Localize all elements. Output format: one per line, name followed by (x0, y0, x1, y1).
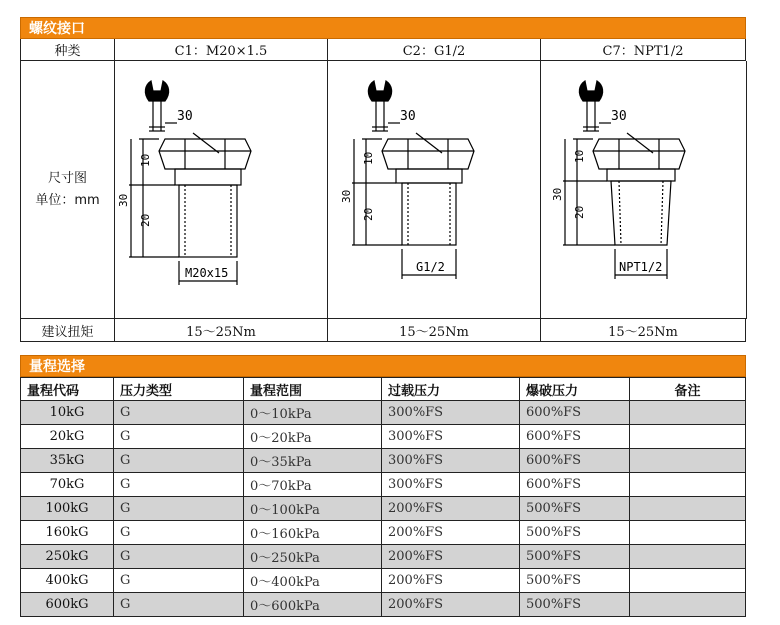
cell-range: 0～10kPa (244, 401, 382, 425)
dim-total-c7: 30 (551, 187, 564, 201)
thread-interface-table (20, 17, 746, 342)
cell-type: G (114, 569, 244, 593)
cell-overload: 300%FS (382, 401, 520, 425)
wrench-icon (579, 81, 602, 101)
table-row (21, 569, 746, 593)
kind-row (20, 39, 746, 61)
cell-type: G (114, 473, 244, 497)
cell-burst: 500%FS (520, 593, 630, 617)
dim-bottom-c7: 20 (573, 205, 586, 219)
torque-label: 建议扭矩 (21, 319, 115, 342)
dim-top-c2: 10 (361, 151, 375, 165)
cell-code: 100kG (21, 497, 114, 521)
cell-burst: 500%FS (520, 497, 630, 521)
cell-range: 0～100kPa (244, 497, 382, 521)
cell-burst: 600%FS (520, 449, 630, 473)
cell-overload: 300%FS (382, 425, 520, 449)
cell-note (630, 593, 746, 617)
variant-name-c1: C1：M20×1.5 (115, 39, 328, 61)
cell-range: 0～35kPa (244, 449, 382, 473)
cell-overload: 200%FS (382, 569, 520, 593)
thread-dim-label-c2: G1/2 (415, 259, 445, 274)
header-code: 量程代码 (21, 378, 114, 401)
cell-note (630, 449, 746, 473)
dim-bottom-c2: 20 (361, 207, 375, 221)
dim-top-c7: 10 (573, 149, 586, 163)
dim-bottom-c1: 20 (138, 213, 152, 227)
thread-dim-label-c1: M20x15 (184, 265, 228, 280)
range-table-body (21, 401, 746, 617)
cell-code: 600kG (21, 593, 114, 617)
torque-c2: 15～25Nm (328, 319, 541, 342)
cell-note (630, 401, 746, 425)
cell-note (630, 497, 746, 521)
cell-overload: 200%FS (382, 593, 520, 617)
cell-code: 35kG (21, 449, 114, 473)
range-selection-table (20, 355, 746, 617)
cell-type: G (114, 401, 244, 425)
cell-note (630, 569, 746, 593)
cell-range: 0～20kPa (244, 425, 382, 449)
cell-code: 250kG (21, 545, 114, 569)
cell-range: 0～160kPa (244, 521, 382, 545)
cell-range: 0～250kPa (244, 545, 382, 569)
thread-section-title: 螺纹接口 (20, 17, 746, 39)
table-row (21, 401, 746, 425)
cell-code: 20kG (21, 425, 114, 449)
cell-note (630, 473, 746, 497)
cell-type: G (114, 449, 244, 473)
wrench-size-c2: 30 (399, 108, 416, 124)
cell-code: 400kG (21, 569, 114, 593)
dim-top-c1: 10 (138, 153, 152, 167)
size-label (21, 61, 115, 319)
size-label-line1: 尺寸图 (47, 170, 87, 186)
wrench-size-c1: 30 (176, 108, 193, 124)
drawing-cell-c7 (541, 61, 747, 319)
range-section-title: 量程选择 (20, 355, 746, 377)
kind-label: 种类 (21, 39, 115, 61)
header-burst: 爆破压力 (520, 378, 630, 401)
cell-code: 160kG (21, 521, 114, 545)
cell-range: 0～400kPa (244, 569, 382, 593)
size-label-line2: 单位：mm (35, 192, 100, 208)
cell-range: 0～600kPa (244, 593, 382, 617)
cell-note (630, 545, 746, 569)
table-row (21, 545, 746, 569)
dimension-drawing-c1 (116, 65, 324, 315)
table-row (21, 449, 746, 473)
cell-note (630, 521, 746, 545)
cell-type: G (114, 521, 244, 545)
cell-overload: 200%FS (382, 497, 520, 521)
cell-range: 0～70kPa (244, 473, 382, 497)
dimension-drawing-c7 (541, 65, 746, 315)
cell-burst: 600%FS (520, 473, 630, 497)
table-row (21, 497, 746, 521)
thread-dim-label-c7: NPT1/2 (619, 259, 663, 274)
wrench-icon (145, 81, 168, 101)
cell-overload: 200%FS (382, 545, 520, 569)
header-range: 量程范围 (244, 378, 382, 401)
table-row (21, 473, 746, 497)
cell-code: 70kG (21, 473, 114, 497)
table-row (21, 521, 746, 545)
cell-overload: 200%FS (382, 521, 520, 545)
torque-c1: 15～25Nm (115, 319, 328, 342)
cell-type: G (114, 425, 244, 449)
variant-name-c2: C2：G1/2 (328, 39, 541, 61)
header-overload: 过载压力 (382, 378, 520, 401)
variant-name-c7: C7：NPT1/2 (541, 39, 746, 61)
drawing-cell-c1 (115, 61, 328, 319)
cell-burst: 500%FS (520, 545, 630, 569)
dimension-drawing-c2 (332, 65, 537, 315)
torque-row (20, 319, 746, 342)
cell-note (630, 425, 746, 449)
table-row (21, 425, 746, 449)
header-type: 压力类型 (114, 378, 244, 401)
range-table (20, 377, 746, 617)
cell-burst: 500%FS (520, 569, 630, 593)
torque-c7: 15～25Nm (541, 319, 746, 342)
range-header-row (21, 378, 746, 401)
cell-type: G (114, 497, 244, 521)
drawing-cell-c2 (328, 61, 541, 319)
header-note: 备注 (630, 378, 746, 401)
wrench-size-c7: 30 (611, 108, 627, 124)
cell-burst: 600%FS (520, 401, 630, 425)
dim-total-c2: 30 (339, 189, 353, 203)
table-row (21, 593, 746, 617)
cell-burst: 500%FS (520, 521, 630, 545)
dim-total-c1: 30 (116, 193, 130, 207)
drawing-row (20, 61, 746, 319)
cell-overload: 300%FS (382, 473, 520, 497)
cell-burst: 600%FS (520, 425, 630, 449)
cell-overload: 300%FS (382, 449, 520, 473)
cell-type: G (114, 593, 244, 617)
wrench-icon (368, 81, 391, 101)
cell-code: 10kG (21, 401, 114, 425)
cell-type: G (114, 545, 244, 569)
